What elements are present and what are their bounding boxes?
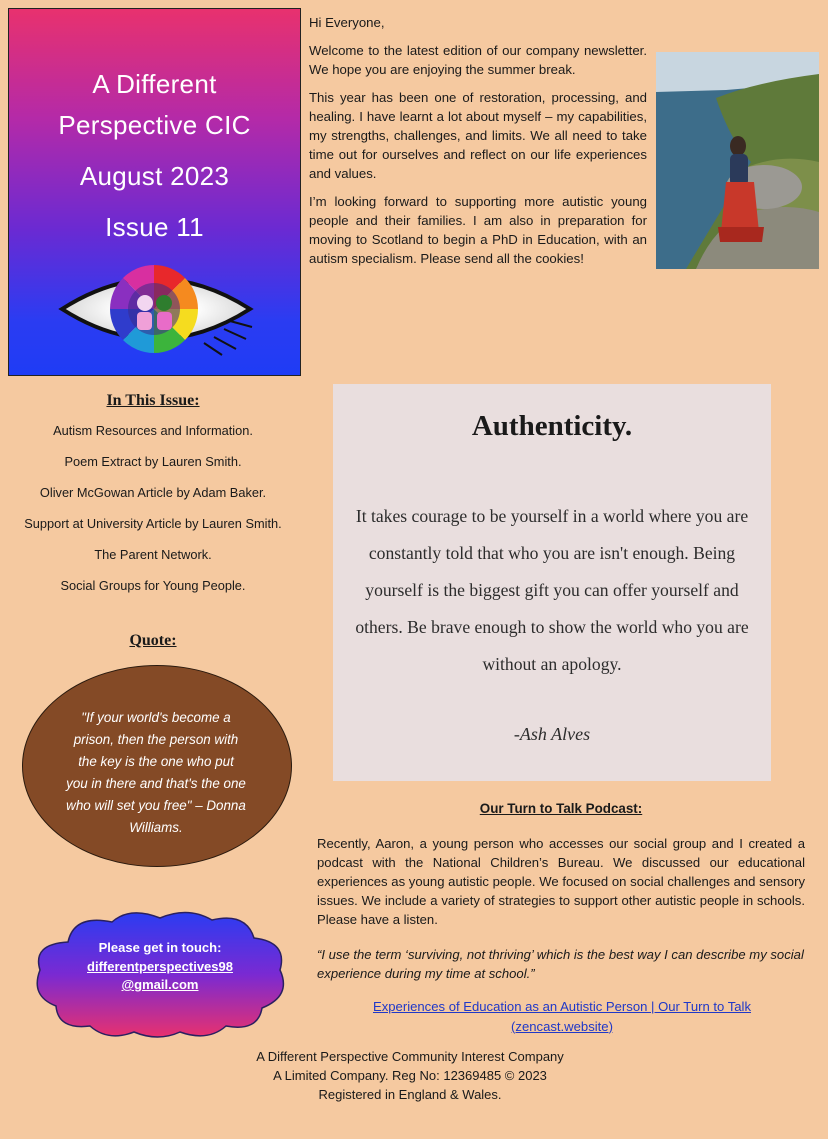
welcome-paragraph-2: This year has been one of restoration, processing, and healing. I have learnt a lot about myself – my capabilities, my strengths, challenges, and limits. We all need to take time out for ourselves and reflect on our life experiences and values.: [309, 90, 647, 181]
authenticity-attribution: -Ash Alves: [513, 724, 591, 744]
contact-email-line1[interactable]: differentperspectives98: [87, 958, 233, 974]
contents-heading: In This Issue:: [106, 392, 200, 409]
footer-line2: A Limited Company. Reg No: 12369485 © 2023: [273, 1068, 547, 1083]
contact-label: Please get in touch:: [98, 940, 222, 955]
contact-box: [60, 939, 260, 995]
person-on-clifftop-photo: [656, 52, 819, 269]
podcast-link[interactable]: Experiences of Education as an Autistic Person | Our Turn to Talk (zencast.website): [373, 999, 751, 1034]
authenticity-title: Authenticity.: [471, 410, 633, 442]
contents-item: Autism Resources and Information.: [53, 423, 253, 438]
rainbow-eye-logo-icon: [54, 257, 259, 362]
contents-item: The Parent Network.: [94, 547, 212, 562]
cover-title-line1: A Different: [92, 69, 217, 99]
welcome-paragraph-3: I’m looking forward to supporting more autistic young people and their families. I am also in preparation for moving to Scotland to begin a PhD in Education, with an autism specialism. Please send all the cookies!: [309, 194, 647, 266]
in-this-issue: [20, 392, 286, 608]
authenticity-body: It takes courage to be yourself in a world where you are constantly told that who you are isn't enough. Being yourself is the biggest gift you can offer yourself and others. Be brave enough to show the world who you are without an apology.: [355, 506, 749, 674]
footer: [160, 1047, 660, 1104]
contents-item: Social Groups for Young People.: [60, 578, 246, 593]
cover-issue: Issue 11: [105, 212, 204, 242]
newsletter-cover: [8, 8, 301, 376]
quote-text: "If your world's become a prison, then the person with the key is the one who put you in there and that's the one who will set you free" – Donna Williams.: [66, 710, 246, 835]
podcast-heading: Our Turn to Talk Podcast:: [479, 801, 643, 816]
welcome-paragraph-1: Welcome to the latest edition of our company newsletter. We hope you are enjoying the summer break.: [309, 43, 647, 77]
welcome-letter: [309, 13, 647, 277]
contents-item: Poem Extract by Lauren Smith.: [64, 454, 242, 469]
contents-item: Oliver McGowan Article by Adam Baker.: [39, 485, 267, 500]
contents-item: Support at University Article by Lauren Smith.: [24, 516, 282, 531]
footer-line3: Registered in England & Wales.: [318, 1087, 502, 1102]
podcast-quote: “I use the term ‘surviving, not thriving’ which is the best way I can describe my social experience during my time at school.”: [317, 947, 804, 981]
cover-title-line2: Perspective CIC: [58, 110, 251, 140]
cover-date: August 2023: [79, 161, 230, 191]
greeting: Hi Everyone,: [309, 15, 385, 30]
podcast-body: Recently, Aaron, a young person who accesses our social group and I created a podcast with the National Children’s Bureau. We discussed our educational experiences as young autistic people. We focused on social challenges and sensory issues. We include a variety of strategies to support other autistic people in schools. Please have a listen.: [317, 836, 805, 927]
quote-heading: Quote:: [129, 632, 177, 649]
footer-line1: A Different Perspective Community Interest Company: [256, 1049, 564, 1064]
contact-email-line2[interactable]: @gmail.com: [121, 977, 199, 992]
